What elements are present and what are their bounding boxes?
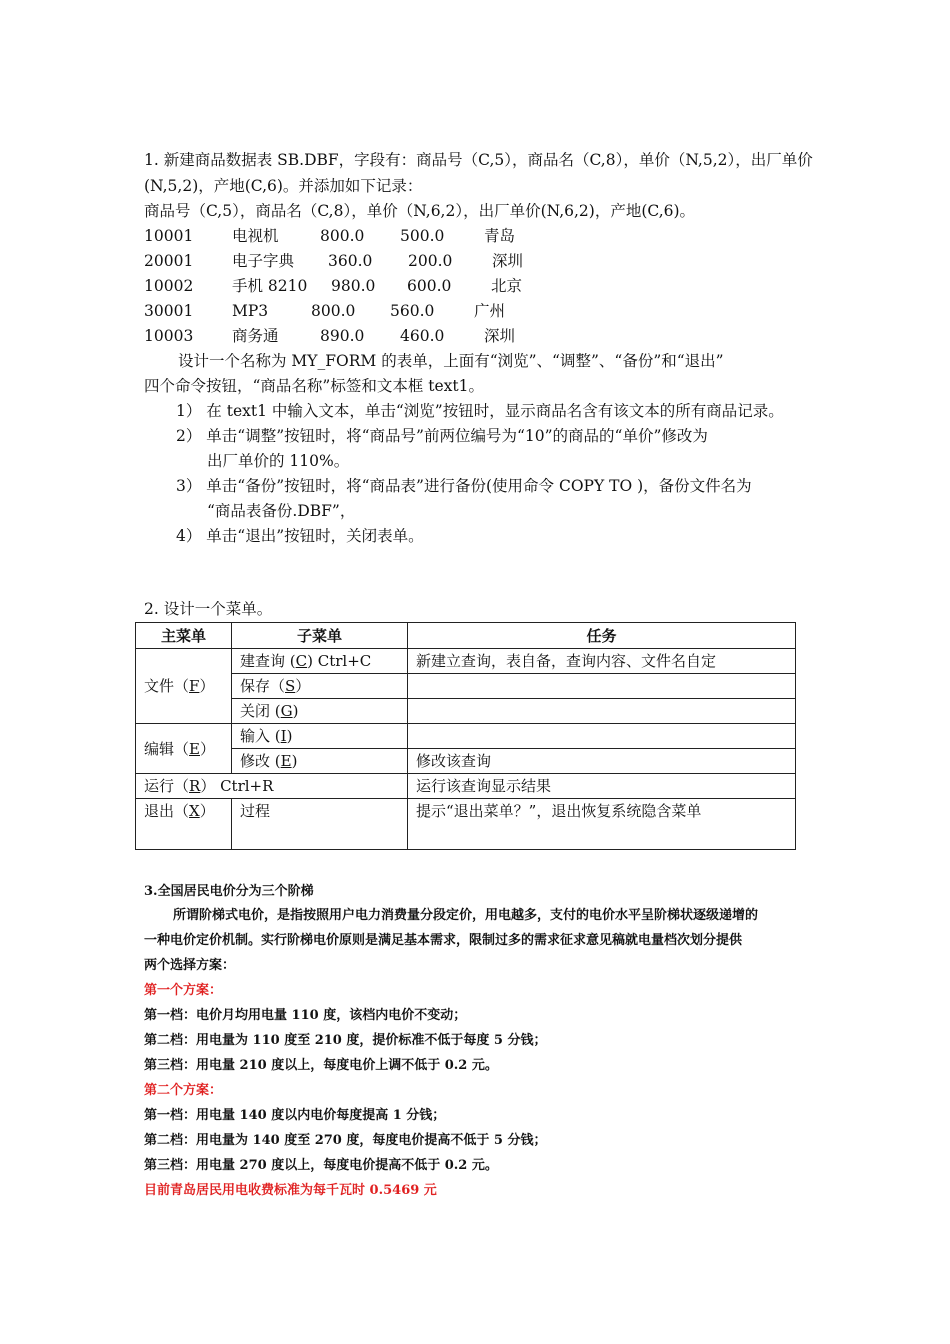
plan1-tier: 第一档：电价月均用电量 110 度，该档内电价不变动；: [144, 1008, 467, 1023]
record-factory-price: 500.0: [400, 227, 445, 245]
submenu-new-query: 建查询 (C) Ctrl+C: [232, 649, 408, 674]
q1-item: 2） 单击“调整”按钮时，将“商品号”前两位编号为“10”的商品的“单价”修改为: [176, 427, 708, 445]
record-factory-price: 560.0: [390, 302, 435, 320]
q1-line2: (N,5,2)，产地(C,6)。并添加如下记录：: [144, 177, 423, 195]
q1-item-cont: “商品表备份.DBF”，: [207, 502, 356, 520]
header-main-menu: 主菜单: [136, 623, 232, 649]
record-row: [144, 326, 604, 346]
record-origin: 青岛: [484, 227, 516, 245]
record-origin: 北京: [491, 277, 523, 295]
record-origin: 深圳: [492, 252, 524, 270]
table-row: [136, 649, 796, 674]
record-id: 10001: [144, 227, 194, 245]
record-price: 890.0: [320, 327, 365, 345]
record-row: [144, 301, 604, 321]
header-task: 任务: [408, 623, 796, 649]
record-id: 20001: [144, 252, 194, 270]
record-origin: 深圳: [484, 327, 516, 345]
q1-item: 4） 单击“退出”按钮时，关闭表单。: [176, 527, 424, 545]
task-cell: 提示“退出菜单？”，退出恢复系统隐含菜单: [408, 799, 796, 850]
task-cell: [408, 674, 796, 699]
record-factory-price: 200.0: [408, 252, 453, 270]
record-row: [144, 251, 604, 271]
task-cell: [408, 699, 796, 724]
record-row: [144, 226, 604, 246]
menu-table: [135, 622, 796, 850]
q3-para-line: 一种电价定价机制。实行阶梯电价原则是满足基本需求，限制过多的需求征求意见稿就电量档次划分提供: [144, 933, 743, 948]
record-price: 980.0: [331, 277, 376, 295]
q2-title: 2. 设计一个菜单。: [144, 600, 273, 618]
main-menu-edit: 编辑（E）: [136, 724, 232, 774]
task-cell: [408, 724, 796, 749]
main-menu-exit: 退出（X）: [136, 799, 232, 850]
plan2-tier: 第一档：用电量 140 度以内电价每度提高 1 分钱；: [144, 1108, 446, 1123]
q1-line1: 1. 新建商品数据表 SB.DBF，字段有：商品号（C,5），商品名（C,8），单价（N,5,2），出厂单价: [144, 151, 813, 169]
plan2-tier: 第二档：用电量为 140 度至 270 度，每度电价提高不低于 5 分钱；: [144, 1133, 547, 1148]
q1-item: 3） 单击“备份”按钮时，将“商品表”进行备份(使用命令 COPY TO )，备份文件名为: [176, 477, 752, 495]
submenu-process: 过程: [232, 799, 408, 850]
task-cell: 新建立查询，表自备，查询内容、文件名自定: [408, 649, 796, 674]
q1-item-cont: 出厂单价的 110%。: [207, 452, 350, 470]
record-origin: 广州: [474, 302, 506, 320]
table-row: [136, 699, 796, 724]
record-price: 800.0: [311, 302, 356, 320]
header-submenu: 子菜单: [232, 623, 408, 649]
record-factory-price: 600.0: [407, 277, 452, 295]
record-factory-price: 460.0: [400, 327, 445, 345]
table-row: [136, 799, 796, 850]
q1-item: 1） 在 text1 中输入文本，单击“浏览”按钮时，显示商品名含有该文本的所有商品记录。: [176, 402, 784, 420]
record-name: 手机 8210: [232, 277, 308, 295]
record-name: MP3: [232, 302, 269, 320]
record-price: 360.0: [328, 252, 373, 270]
table-header-row: [136, 623, 796, 649]
record-id: 10002: [144, 277, 194, 295]
record-row: [144, 276, 604, 296]
record-id: 10003: [144, 327, 194, 345]
plan1-tier: 第三档：用电量 210 度以上，每度电价上调不低于 0.2 元。: [144, 1058, 498, 1073]
task-cell: 运行该查询显示结果: [408, 774, 796, 799]
q3-para-line: 两个选择方案：: [144, 958, 236, 973]
qingdao-price-note: 目前青岛居民用电收费标准为每千瓦时 0.5469 元: [144, 1183, 437, 1198]
table-row: [136, 774, 796, 799]
record-price: 800.0: [320, 227, 365, 245]
plan1-tier: 第二档：用电量为 110 度至 210 度，提价标准不低于每度 5 分钱；: [144, 1033, 547, 1048]
table-row: [136, 674, 796, 699]
q1-design-line1: 设计一个名称为 MY_FORM 的表单，上面有“浏览”、“调整”、“备份”和“退出”: [178, 352, 724, 370]
main-menu-file: 文件（F）: [136, 649, 232, 724]
q1-design-line2: 四个命令按钮，“商品名称”标签和文本框 text1。: [144, 377, 485, 395]
submenu-input: 输入 (I): [232, 724, 408, 749]
plan2-tier: 第三档：用电量 270 度以上，每度电价提高不低于 0.2 元。: [144, 1158, 498, 1173]
main-menu-run: 运行（R） Ctrl+R: [136, 774, 408, 799]
record-name: 商务通: [232, 327, 279, 345]
record-id: 30001: [144, 302, 194, 320]
q1-fields-line: 商品号（C,5），商品名（C,8），单价（N,6,2），出厂单价(N,6,2)，产地(C,6)。: [144, 202, 696, 220]
q3-para-line: 所谓阶梯式电价，是指按照用户电力消费量分段定价，用电越多，支付的电价水平呈阶梯状逐级递增的: [173, 908, 759, 923]
record-name: 电视机: [232, 227, 279, 245]
task-cell: 修改该查询: [408, 749, 796, 774]
table-row: [136, 724, 796, 749]
submenu-save: 保存（S）: [232, 674, 408, 699]
submenu-modify: 修改 (E): [232, 749, 408, 774]
plan2-title: 第二个方案：: [144, 1083, 223, 1098]
submenu-close: 关闭 (G): [232, 699, 408, 724]
table-row: [136, 749, 796, 774]
q3-title: 3.全国居民电价分为三个阶梯: [144, 884, 314, 899]
plan1-title: 第一个方案：: [144, 983, 223, 998]
record-name: 电子字典: [232, 252, 295, 270]
